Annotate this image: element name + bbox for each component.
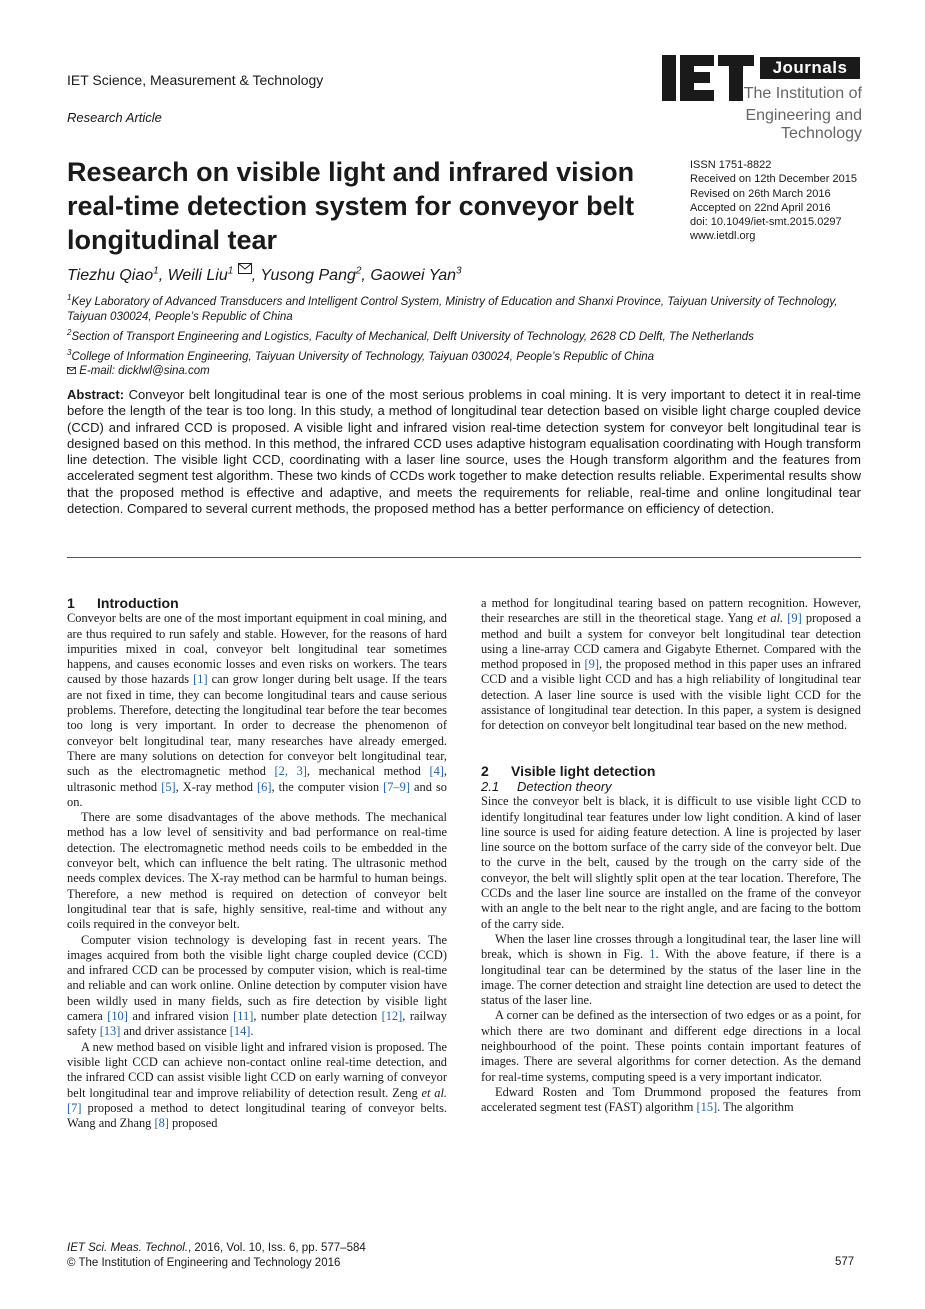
corresponding-email	[67, 364, 862, 379]
citation-link[interactable]: [12]	[381, 1009, 403, 1024]
page-footer	[67, 1241, 366, 1271]
citation-link[interactable]: [9]	[787, 611, 802, 626]
article-type: Research Article	[67, 110, 162, 125]
received-date: Received on 12th December 2015	[690, 173, 857, 186]
citation-link[interactable]: [11]	[233, 1009, 254, 1024]
doi[interactable]: doi: 10.1049/iet-smt.2015.0297	[690, 216, 842, 229]
footer-citation	[67, 1241, 366, 1256]
text-run: , the proposed method in this paper uses an infrared CCD and a visible light CCD and has a high reliability of longitudinal tear detection. A laser line source is used with the visible light CCD for the assistance of longitudinal tear detection. In this paper, a system is designed for detection on conveyor belt longitudinal tear based on the new method.	[481, 657, 861, 733]
text-run: Computer vision technology is developing fast in recent years. The images acquired from both the visible light charge coupled device (CCD) and infrared CCD can be processed by computer vision, which is real-time and reliable and can work online. Online detection by computer vision have been wildly used in many fields, such as fire detection by visible light camera	[67, 932, 447, 1024]
affil-text: Section of Transport Engineering and Logistics, Faculty of Mechanical, Delft University of Technology, 2628 CD Delft, The Netherlands	[71, 330, 754, 343]
abstract-text: Conveyor belt longitudinal tear is one of the most serious problems in coal mining. It is very important to detect it in real-time before the length of the tear is too long. In this study, a method of longitudinal tear detection based on visible light charge coupled device (CCD) and infrared CCD is proposed. A visible light and infrared vision real-time detection system for conveyor belt longitudinal tear is designed based on this method. In this method, the infrared CCD uses adaptive histogram equalisation coordinating with Hough transform line detection. The visible light CCD, coordinating with a laser line source, uses the Hough transform algorithm and the features from accelerated segment test algorithm. These two kinds of CCDs work together to make detection results reliable. Experimental results show that the proposed method is effective and adaptive, and meets the requirements for reliable, real-time and online longitudinal tear detection. Compared to several current methods, the proposed method has a better performance on efficiency of detection.	[67, 387, 861, 517]
footer-copyright: © The Institution of Engineering and Technology 2016	[67, 1257, 341, 1269]
text-run: a method for longitudinal tearing based on pattern recognition. However, their researches are still in the theoretical stage. Yang	[481, 596, 861, 626]
envelope-icon	[67, 367, 76, 374]
author-name: Tiezhu Qiao	[67, 267, 154, 284]
author-affil-sup: 3	[456, 265, 462, 277]
website-link[interactable]: www.ietdl.org	[690, 230, 756, 243]
paragraph	[481, 596, 861, 734]
section-heading-visible-light	[481, 764, 861, 779]
footer-journal-abbrev: IET Sci. Meas. Technol.	[67, 1242, 189, 1254]
journal-name: IET Science, Measurement & Technology	[67, 72, 324, 88]
paragraph: There are some disadvantages of the above methods. The mechanical method has a low level of sensitivity and bad performance on real-time detection. The electromagnetic method needs coils to be embedded in the conveyor belt, which can influence the belt rating. The ultrasonic method needs complex devices. The X-ray method can be harmful to human beings. Therefore, a new method is required on detection of conveyor belt longitudinal tear that is safe, highly sensitive, real-time and without any coils required in the conveyor belt.	[67, 810, 447, 932]
citation-link[interactable]: [5]	[161, 779, 176, 794]
text-run: , ultrasonic method	[67, 764, 447, 794]
text-run: Edward Rosten and Tom Drummond proposed the features from accelerated segment test (FAST) algorithm	[481, 1084, 861, 1115]
section-number: 1	[67, 595, 75, 611]
figure-link[interactable]: 1	[649, 947, 656, 962]
section-heading-introduction	[67, 596, 447, 611]
paragraph	[67, 933, 447, 1040]
revised-date: Revised on 26th March 2016	[690, 187, 831, 200]
author-name: Yusong Pang	[260, 267, 356, 284]
text-run: et al.	[757, 611, 784, 626]
right-column	[481, 596, 861, 1116]
citation-link[interactable]: [6]	[257, 779, 272, 794]
author-affil-sup: 1	[227, 265, 234, 277]
text-run: , railway safety	[67, 1009, 447, 1039]
text-run: , number plate detection	[253, 1009, 382, 1024]
author-affil-sup: 2	[355, 265, 362, 277]
paper-title: Research on visible light and infrared vision real-time detection system for conveyor belt longitudinal tear	[67, 157, 635, 255]
affiliation-1	[67, 290, 862, 325]
logo-institution-line1: The Institution of	[743, 85, 862, 102]
accepted-date: Accepted on 22nd April 2016	[690, 201, 831, 214]
left-column	[67, 596, 447, 1131]
affil-sup: 3	[67, 347, 72, 357]
citation-link[interactable]: [4]	[429, 764, 444, 779]
text-run: Conveyor belts are one of the most important equipment in coal mining, and are thus required to run safely and stable. However, for the reasons of hard impurities mixed in coal, conveyor belt longitudinal tear sometimes happens, and causes economic losses and even risks on workers. The tears caused by those hazards	[67, 611, 447, 687]
affil-sup: 2	[67, 327, 72, 337]
text-run: . With the above feature, if there is a longitudinal tear can be determined by the status of the laser line in the image. The corner detection and straight line detection are used to detect the status of the laser line.	[481, 947, 861, 1008]
text-run: proposed a method to detect longitudinal tearing of conveyor belts. Wang and Zhang	[67, 1100, 447, 1131]
paragraph	[67, 611, 447, 810]
author-list: Tiezhu Qiao$^1$, Weili Liu$^1$ , Yusong Pang$^2$, Gaowei Yan$^3$	[67, 263, 462, 285]
citation-link[interactable]: [7]	[67, 1100, 82, 1115]
text-run: proposed	[168, 1116, 218, 1131]
page-number: 577	[835, 1256, 855, 1268]
text-run: and so on.	[67, 779, 448, 809]
spacer	[481, 734, 861, 764]
article-meta	[690, 158, 870, 244]
citation-link[interactable]: [1]	[193, 672, 208, 687]
author-affil-sup: 1	[153, 265, 159, 277]
abstract	[67, 387, 861, 517]
envelope-icon[interactable]	[238, 263, 252, 274]
paragraph	[481, 1085, 861, 1116]
citation-link[interactable]: [10]	[107, 1009, 128, 1024]
text-run: can grow longer during belt usage. If the tears are not fixed in time, they can become longitudinal tears and cause serious problems. Therefore, detecting the longitudinal tear before the tear becomes too long is very important. In order to decrease the phenomenon of conveyor belt longitudinal tear, many researches have already emerged. There are many solutions on detection for conveyor belt longitudinal tear, such as the electromagnetic method	[67, 672, 447, 779]
paragraph	[67, 1040, 447, 1132]
section-title: Visible light detection	[511, 762, 656, 779]
logo-journals-label: Journals	[760, 57, 860, 79]
text-run: A new method based on visible light and infrared vision is proposed. The visible light CCD can achieve non-contact online real-time detection, and the infrared CCD can assist visible light CCD on early warning of conveyor belt longitudinal tear and improve reliability of detection result. Zeng	[67, 1039, 447, 1100]
text-run: . The algorithm	[717, 1100, 794, 1115]
citation-link[interactable]: [7–9]	[383, 779, 410, 794]
text-run: .	[250, 1024, 254, 1039]
text-run: and infrared vision	[127, 1009, 234, 1024]
section-divider	[67, 557, 861, 558]
subsection-number: 2.1	[481, 778, 500, 794]
text-run: and driver assistance	[120, 1024, 230, 1039]
issn: ISSN 1751-8822	[690, 159, 772, 171]
paragraph	[481, 932, 861, 1008]
iet-logo	[662, 55, 862, 142]
citation-link[interactable]: [13]	[99, 1024, 121, 1039]
footer-volume-info: , 2016, Vol. 10, Iss. 6, pp. 577–584	[188, 1242, 366, 1254]
citation-link[interactable]: [2, 3]	[274, 764, 307, 779]
text-run: , X-ray method	[175, 779, 258, 794]
paragraph: Since the conveyor belt is black, it is difficult to use visible light CCD to identify longitudinal tear features under low light condition. A kind of laser line source is used for aiding feature detection. A line is projected by laser line source on the bottom surface of the carry side of the conveyor belt. Due to the curve in the belt, caused by the trough on the carry side of the conveyor, the belt will slightly split open at the tear location. Therefore, The CCDs and the laser line source are installed on the frame of the conveyor with an angle to the belt near to the right angle, and are facing to the bottom of the carry side.	[481, 794, 861, 931]
citation-link[interactable]: [14]	[229, 1024, 251, 1039]
logo-institution-line2: Engineering and Technology	[745, 107, 862, 142]
text-run: When the laser line crosses through a longitudinal tear, the laser line will break, which is shown in Fig.	[481, 931, 861, 962]
subsection-title: Detection theory	[517, 778, 612, 794]
text-run: et al.	[421, 1085, 447, 1100]
author-name: Weili Liu	[167, 267, 228, 284]
text-run: , mechanical method	[306, 764, 430, 779]
email-text[interactable]: E-mail: dicklwl@sina.com	[79, 365, 210, 378]
affiliation-2	[67, 325, 862, 345]
section-number: 2	[481, 762, 489, 779]
section-title: Introduction	[97, 595, 179, 611]
author-name: Gaowei Yan	[370, 267, 456, 284]
citation-link[interactable]: [8]	[154, 1116, 169, 1131]
affiliations	[67, 290, 862, 379]
abstract-label: Abstract:	[67, 387, 125, 402]
citation-link[interactable]: [9]	[584, 657, 599, 672]
affiliation-3	[67, 345, 862, 365]
iet-logo-mark-icon	[662, 55, 754, 101]
text-run: , the computer vision	[271, 779, 384, 794]
citation-link[interactable]: [15]	[696, 1100, 718, 1115]
affil-text: College of Information Engineering, Taiyuan University of Technology, Taiyuan 030024, People’s Republic of China	[71, 350, 655, 363]
paragraph: A corner can be defined as the intersection of two edges or as a point, for which there are two dominant and different edge directions in a local neighbourhood of the point. These points contain important features of images. There are several algorithms for corner detection. As the demand for real-time systems, computing speed is a very important indicator.	[481, 1008, 861, 1084]
text-run: proposed a method and built a system for conveyor belt longitudinal tear detection using a line-array CCD camera and Gigabyte Ethernet. Compared with the method proposed in	[481, 611, 861, 672]
subsection-heading-detection-theory	[481, 779, 861, 794]
affil-text: Key Laboratory of Advanced Transducers and Intelligent Control System, Ministry of Education and Shanxi Province, Taiyuan University of Technology, Taiyuan 030024, People’s Republic of China	[67, 295, 838, 323]
affil-sup: 1	[67, 293, 72, 302]
